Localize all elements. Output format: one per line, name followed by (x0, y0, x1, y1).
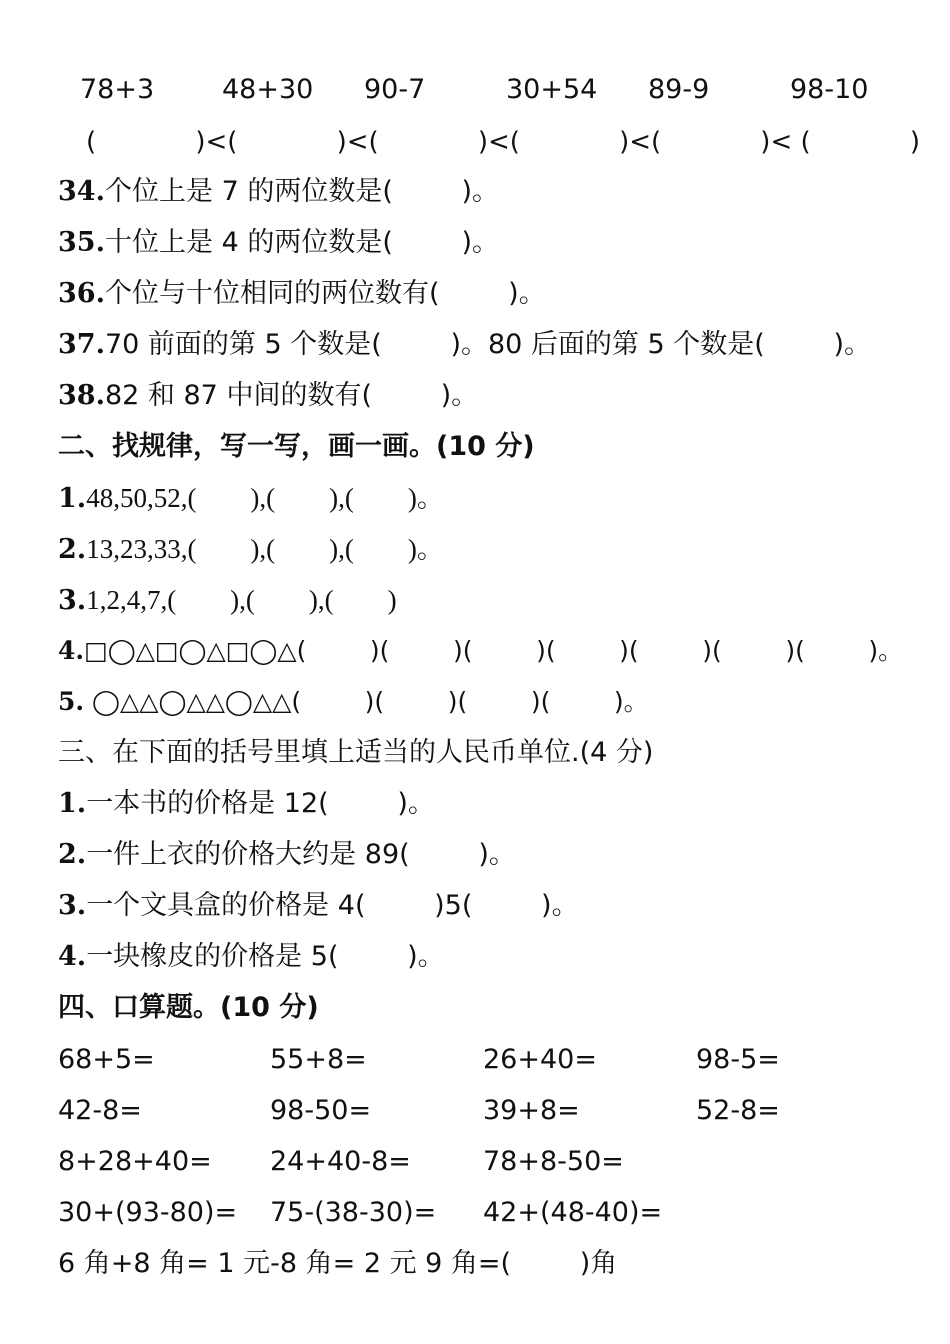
math-cell: 98-50= (270, 1095, 372, 1126)
compare-item: 98-10 (790, 74, 869, 105)
question-number: 35. (58, 227, 105, 258)
question-number: 3. (58, 585, 87, 616)
compare-blanks: ( )<( )<( )<( )<( )< ( ) (86, 127, 920, 157)
math-cell: 98-5= (696, 1044, 780, 1075)
compare-item: 90-7 (364, 74, 426, 105)
question-number: 36. (58, 278, 105, 309)
math-cell: 24+40-8= (270, 1146, 411, 1177)
section-4-heading: 四、口算题。(10 分) (58, 992, 319, 1023)
question-38 (58, 378, 478, 414)
pattern-item-3 (58, 582, 397, 619)
question-text: 十位上是 4 的两位数是( )。 (104, 227, 500, 258)
question-number: 4. (58, 941, 87, 972)
question-text: 一本书的价格是 12( )。 (86, 788, 435, 819)
question-37 (58, 327, 871, 363)
question-number: 4. (58, 636, 85, 665)
pattern-item-2 (58, 531, 444, 568)
pattern-item-1 (58, 480, 444, 517)
question-text: 个位与十位相同的两位数有( )。 (104, 278, 546, 309)
question-text: 1,2,4,7,( ),( ),( ) (86, 585, 397, 615)
math-cell: 26+40= (483, 1044, 597, 1075)
question-35 (58, 225, 499, 261)
section-3-heading: 三、在下面的括号里填上适当的人民币单位.(4 分) (58, 737, 654, 768)
math-cell: 55+8= (270, 1044, 367, 1075)
math-cell: 42+(48-40)= (483, 1197, 663, 1228)
question-number: 5. (58, 687, 85, 716)
question-number: 34. (58, 176, 105, 207)
question-text: 48,50,52,( ),( ),( )。 (86, 483, 444, 513)
question-number: 38. (58, 380, 105, 411)
question-text: 82 和 87 中间的数有( )。 (104, 380, 479, 411)
question-number: 3. (58, 890, 87, 921)
shape-pattern: □◯△□◯△□◯△( )( )( )( )( )( )( )。 (84, 636, 904, 665)
question-number: 37. (58, 329, 105, 360)
math-cell: 8+28+40= (58, 1146, 212, 1177)
math-cell: 78+8-50= (483, 1146, 624, 1177)
compare-item: 48+30 (222, 74, 314, 105)
question-number: 2. (58, 534, 87, 565)
math-cell: 42-8= (58, 1095, 142, 1126)
question-36 (58, 276, 546, 312)
pattern-item-4 (58, 633, 903, 669)
question-text: 13,23,33,( ),( ),( )。 (86, 534, 444, 564)
money-item-1 (58, 786, 435, 822)
compare-item: 30+54 (506, 74, 598, 105)
math-cell: 52-8= (696, 1095, 780, 1126)
question-number: 1. (58, 483, 87, 514)
shape-pattern: ◯△△◯△△◯△△( )( )( )( )。 (84, 687, 649, 716)
question-text: 70 前面的第 5 个数是( )。80 后面的第 5 个数是( )。 (104, 329, 872, 360)
money-item-2 (58, 837, 516, 873)
pattern-item-5 (58, 684, 649, 720)
question-text: 个位上是 7 的两位数是( )。 (104, 176, 500, 207)
question-number: 2. (58, 839, 87, 870)
section-2-heading: 二、找规律，写一写，画一画。(10 分) (58, 431, 535, 462)
compare-item: 78+3 (80, 74, 155, 105)
math-cell: 39+8= (483, 1095, 580, 1126)
question-text: 一块橡皮的价格是 5( )。 (86, 941, 445, 972)
money-conversion-line: 6 角+8 角= 1 元-8 角= 2 元 9 角=( )角 (58, 1248, 618, 1279)
money-item-4 (58, 939, 445, 975)
math-cell: 68+5= (58, 1044, 155, 1075)
math-cell: 30+(93-80)= (58, 1197, 238, 1228)
question-34 (58, 174, 499, 210)
question-text: 一件上衣的价格大约是 89( )。 (86, 839, 516, 870)
math-cell: 75-(38-30)= (270, 1197, 437, 1228)
compare-item: 89-9 (648, 74, 710, 105)
question-text: 一个文具盒的价格是 4( )5( )。 (86, 890, 579, 921)
money-item-3 (58, 888, 579, 924)
question-number: 1. (58, 788, 87, 819)
